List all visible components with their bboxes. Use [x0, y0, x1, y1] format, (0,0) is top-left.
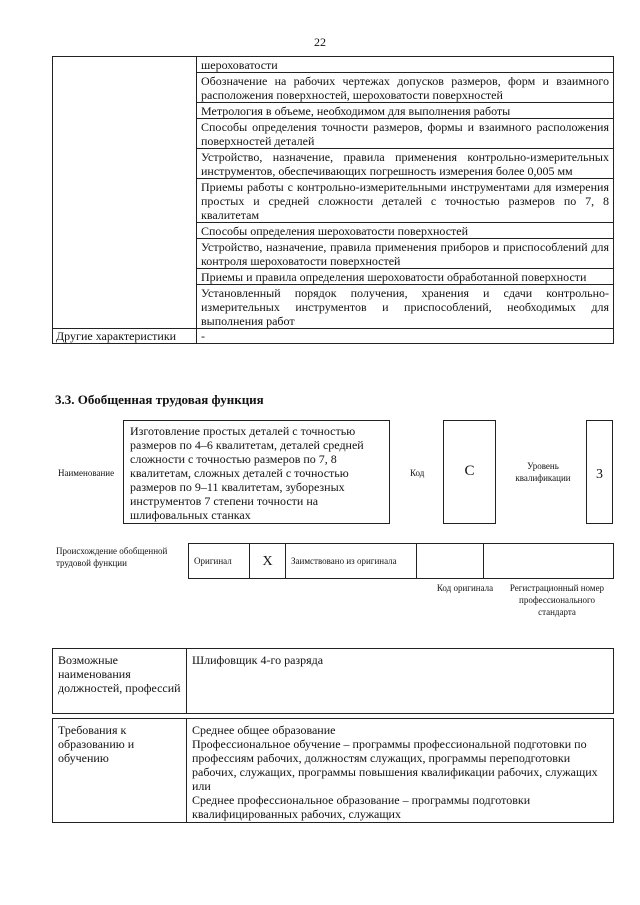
other-characteristics-value: -: [197, 329, 614, 344]
positions-table: [52, 648, 614, 714]
education-line: или: [192, 779, 211, 793]
skills-row: Приемы работы с контрольно-измерительными инструментами для измерения простых и средней сложности деталей с точностью размеров по 7, 8 квалитетам: [197, 179, 614, 223]
code-value: C: [443, 420, 496, 524]
borrowed-label: Заимствовано из оригинала: [286, 544, 417, 579]
education-line: Среднее профессиональное образование – программы подготовки квалифицированных рабочих, служащих: [192, 793, 531, 821]
skills-table: [52, 56, 614, 344]
skills-row: Способы определения шероховатости поверхностей: [197, 223, 614, 239]
page-number: 22: [314, 35, 326, 49]
skills-row: Способы определения точности размеров, формы и взаимного расположения поверхностей деталей: [197, 119, 614, 149]
education-label: Требования к образованию и обучению: [53, 719, 187, 823]
skills-left-cell: [53, 57, 197, 329]
education-table: [52, 718, 614, 823]
skills-row: Обозначение на рабочих чертежах допусков размеров, форм и взаимного расположения поверхностей, шероховатости поверхностей: [197, 73, 614, 103]
original-mark: X: [250, 544, 286, 579]
original-label: Оригинал: [189, 544, 250, 579]
level-label: Уровень квалификации: [515, 461, 571, 483]
positions-label: Возможные наименования должностей, профессий: [53, 649, 187, 714]
skills-row: Метрология в объеме, необходимом для выполнения работы: [197, 103, 614, 119]
education-line: Профессиональное обучение – программы профессиональной подготовки по профессиям рабочих, должностям служащих, программы переподготовки рабочих, служащих, программы повышения квалификации рабочих, служащих: [192, 737, 598, 779]
reg-number-label: Регистрационный номер профессионального стандарта: [509, 583, 605, 617]
other-characteristics-label: Другие характеристики: [53, 329, 197, 344]
skills-row: Устройство, назначение, правила применения контрольно-измерительных инструментов, обеспечивающих погрешность измерения более 0,005 мм: [197, 149, 614, 179]
skills-row: Устройство, назначение, правила применения приборов и приспособлений для контроля шероховатости поверхностей: [197, 239, 614, 269]
education-value: [187, 719, 614, 823]
code-label: Код: [410, 468, 425, 478]
name-label: Наименование: [58, 468, 115, 478]
skills-row: шероховатости: [197, 57, 614, 73]
code-original-cell: [417, 544, 484, 579]
skills-row: Приемы и правила определения шероховатости обработанной поверхности: [197, 269, 614, 285]
section-title: 3.3. Обобщенная трудовая функция: [55, 392, 264, 407]
function-name: Изготовление простых деталей с точностью размеров по 4–6 квалитетам, деталей средней сложности с точностью размеров по 7, 8 квалитетам, сложных деталей с точностью размеров по 9–11 квалитетам, зуборезных инструментов 7 степени точности на шлифовальных станках: [123, 420, 390, 524]
origin-label: Происхождение обобщенной трудовой функции: [56, 546, 168, 568]
level-value: 3: [586, 420, 613, 524]
education-line: Среднее общее образование: [192, 723, 336, 737]
skills-row: Установленный порядок получения, хранения и сдачи контрольно-измерительных инструментов и приспособлений, необходимых для выполнения работ: [197, 285, 614, 329]
origin-table: [188, 543, 614, 579]
positions-value: Шлифовщик 4-го разряда: [187, 649, 614, 714]
code-original-label: Код оригинала: [436, 583, 494, 593]
reg-number-cell: [484, 544, 614, 579]
